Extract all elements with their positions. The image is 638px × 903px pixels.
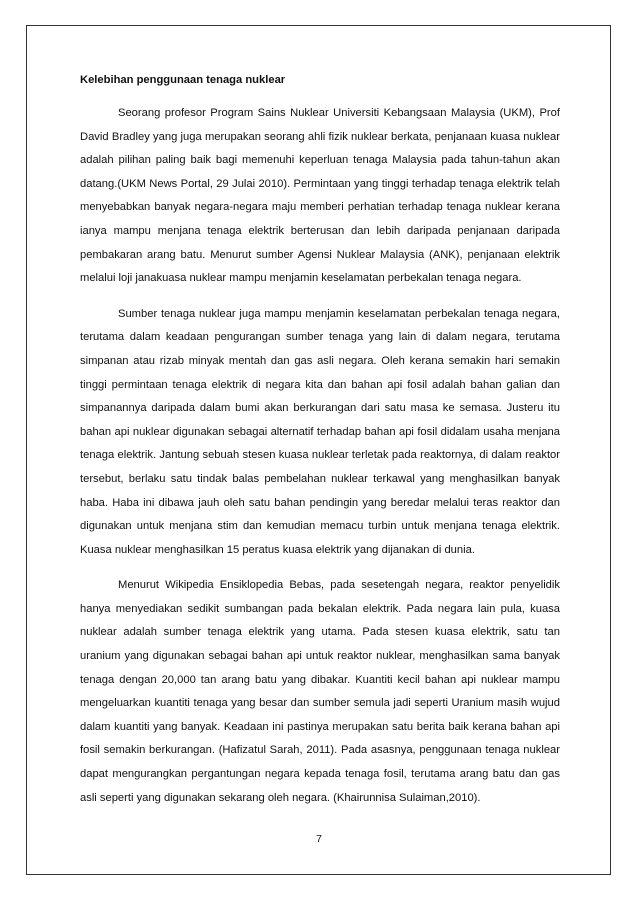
page-number: 7 (316, 833, 322, 845)
paragraph-2: Sumber tenaga nuklear juga mampu menjamin keselamatan perbekalan tenaga negara, terutama dalam keadaan pengurangan sumber tenaga yang lain di dalam negara, terutama simpanan atau rizab minyak mentah dan gas asli negara. Oleh kerana semakin hari semakin tinggi permintaan tenaga elektrik di negara kita dan bahan api fosil adalah bahan galian dan simpanannya daripada dalam bumi akan berkurangan dari satu masa ke semasa. Justeru itu bahan api nuklear digunakan sebagai alternatif terhadap bahan api fosil didalam usaha menjana tenaga elektrik. Jantung sebuah stesen kuasa nuklear terletak pada reaktornya, di dalam reaktor tersebut, berlaku satu tindak balas pembelahan nuklear terkawal yang menghasilkan banyak haba. Haba ini dibawa jauh oleh satu bahan pendingin yang beredar melalui teras reaktor dan digunakan untuk menjana stim dan kemudian memacu turbin untuk menjana tenaga elektrik. Kuasa nuklear menghasilkan 15 peratus kuasa elektrik yang dijanakan di dunia. (80, 307, 560, 556)
paragraph-3: Menurut Wikipedia Ensiklopedia Bebas, pada sesetengah negara, reaktor penyelidik hanya menyediakan sedikit sumbangan pada bekalan elektrik. Pada negara lain pula, kuasa nuklear adalah sumber tenaga elektrik yang utama. Pada stesen kuasa elektrik, satu tan uranium yang digunakan sebagai bahan api untuk reaktor nuklear, menghasilkan sama banyak tenaga dengan 20,000 tan arang batu yang dibakar. Kuantiti kecil bahan api nuklear mampu mengeluarkan kuantiti tenaga yang besar dan sumber semula jadi seperti Uranium masih wujud dalam kuantiti yang banyak. Keadaan ini pastinya merupakan satu berita baik kerana bahan api fosil semakin berkurangan. (Hafizatul Sarah, 2011). Pada asasnya, penggunaan tenaga nuklear dapat mengurangkan pergantungan negara kepada tenaga fosil, terutama arang batu dan gas asli seperti yang digunakan sekarang oleh negara. (Khairunnisa Sulaiman,2010). (80, 579, 560, 804)
document-body (80, 72, 560, 822)
section-heading: Kelebihan penggunaan tenaga nuklear (80, 74, 286, 86)
paragraph-1: Seorang profesor Program Sains Nuklear Universiti Kebangsaan Malaysia (UKM), Prof David Bradley yang juga merupakan seorang ahli fizik nuklear berkata, penjanaan kuasa nuklear adalah pilihan paling baik bagi memenuhi keperluan tenaga Malaysia pada tahun-tahun akan datang.(UKM News Portal, 29 Julai 2010). Permintaan yang tinggi terhadap tenaga elektrik telah menyebabkan banyak negara-negara maju memberi perhatian terhadap tenaga nuklear kerana ianya mampu menjana tenaga elektrik berterusan dan lebih daripada penjanaan daripada pembakaran arang batu. Menurut sumber Agensi Nuklear Malaysia (ANK), penjanaan elektrik melalui loji janakuasa nuklear mampu menjamin keselamatan perbekalan tenaga negara. (80, 107, 560, 285)
